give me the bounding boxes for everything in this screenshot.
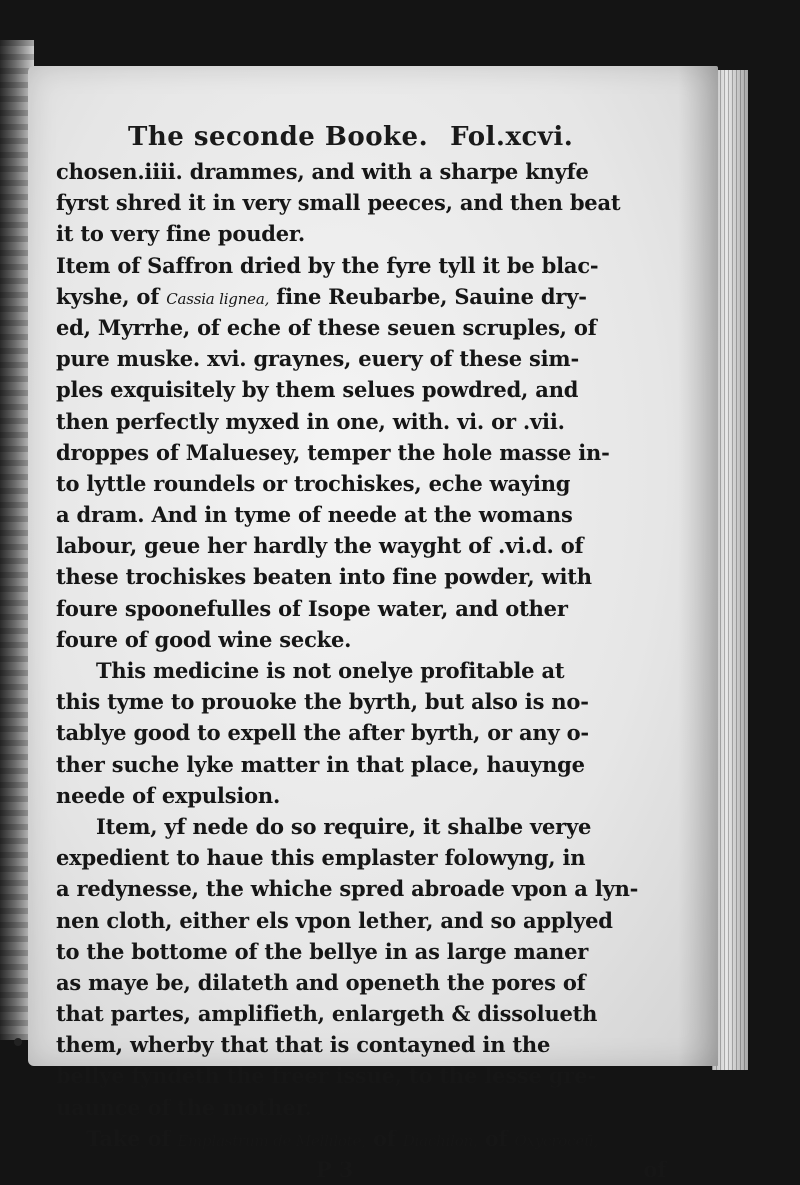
text-line: bellye fyndeth the freer issue, to the lesse gre- [56,1063,596,1089]
latin-term: Oxycroceū, [514,1131,599,1150]
text-line: ther suche lyke matter in that place, hauynge [56,751,585,777]
text-line: tablye good to expell the after byrth, or any o- [56,720,589,746]
text-line: then perfectly myxed in one, with. vi. or .vii. [56,408,565,434]
text-line: foure spoonefulles of Isope water, and other [56,595,568,621]
latin-term: Cassia lignea, [166,289,270,308]
text-line: labour, geue her hardly the wayght of .vi.d. of [56,533,584,559]
line-start: kyshe, of [56,283,167,309]
text-line: to lyttle roundels or trochiskes, eche waying [56,470,571,496]
text-line: droppes of Maluesey, temper the hole masse in- [56,439,610,465]
connector: of [477,1125,515,1151]
text-line: them, wherby that that is contayned in the [56,1032,551,1058]
text-line: chosen.iiii. drammes, and with a sharpe knyfe [56,159,589,184]
folio-number: Fol.xcvi. [450,122,574,152]
text-line: expedient to haue this emplaster folowyng, in [56,845,586,871]
text-line: a dram. And in tyme of neede at the womans [56,502,573,528]
catchword: of [643,1157,666,1182]
running-header [128,122,574,152]
text-line: a redynesse, the whiche spred abroade vpon a lyn- [56,876,639,902]
latin-term: Diachilon, [402,1131,478,1150]
text-line: these trochiskes beaten into fine powder, with [56,564,592,590]
text-line: ed, Myrrhe, of eche of these seuen scruples, of [56,314,597,340]
text-line: it to very fine pouder. [56,221,305,247]
text-line: nen cloth, either els vpon lether, and so applyed [56,907,613,933]
text-line: as maye be, dilateth and openeth the pores of [56,969,586,995]
text-line: ples exquisitely by them selues powdred, and [56,377,579,403]
text-line: Item of Saffron dried by the fyre tyll it be blac- [56,252,599,278]
text-line: that partes, amplifieth, enlargeth & dissolueth [56,1001,598,1027]
ink-blot [14,1038,22,1046]
text-line: to the bottome of the bellye in as large maner [56,938,589,964]
text-line [56,1123,686,1154]
book-title: The seconde Booke. [128,122,429,152]
text-line: pure muske. xvi. graynes, euery of these sim- [56,346,579,372]
line-start: Take of [86,1125,178,1151]
page-body [56,156,686,1185]
connector: of [365,1125,403,1151]
text-line: fyrst shred it in very small peeces, and then beat [56,190,621,216]
text-line: this tyme to prouoke the byrth, but also is no- [56,689,589,715]
text-line: This medicine is not onelye profitable at [96,658,565,683]
signature-mark: P 3 [316,1157,354,1182]
latin-term: Emplastrum de Mellilote, [177,1131,366,1150]
signature-line [56,1154,686,1185]
text-line [56,281,686,312]
text-line: foure of good wine secke. [56,626,352,652]
line-rest: fine Reubarbe, Sauine dry- [269,283,587,309]
text-line: Item, yf nede do so require, it shalbe verye [96,813,592,839]
text-line: neede of expulsion. [56,782,281,808]
text-line: uaunce of the mother. [56,1094,312,1120]
